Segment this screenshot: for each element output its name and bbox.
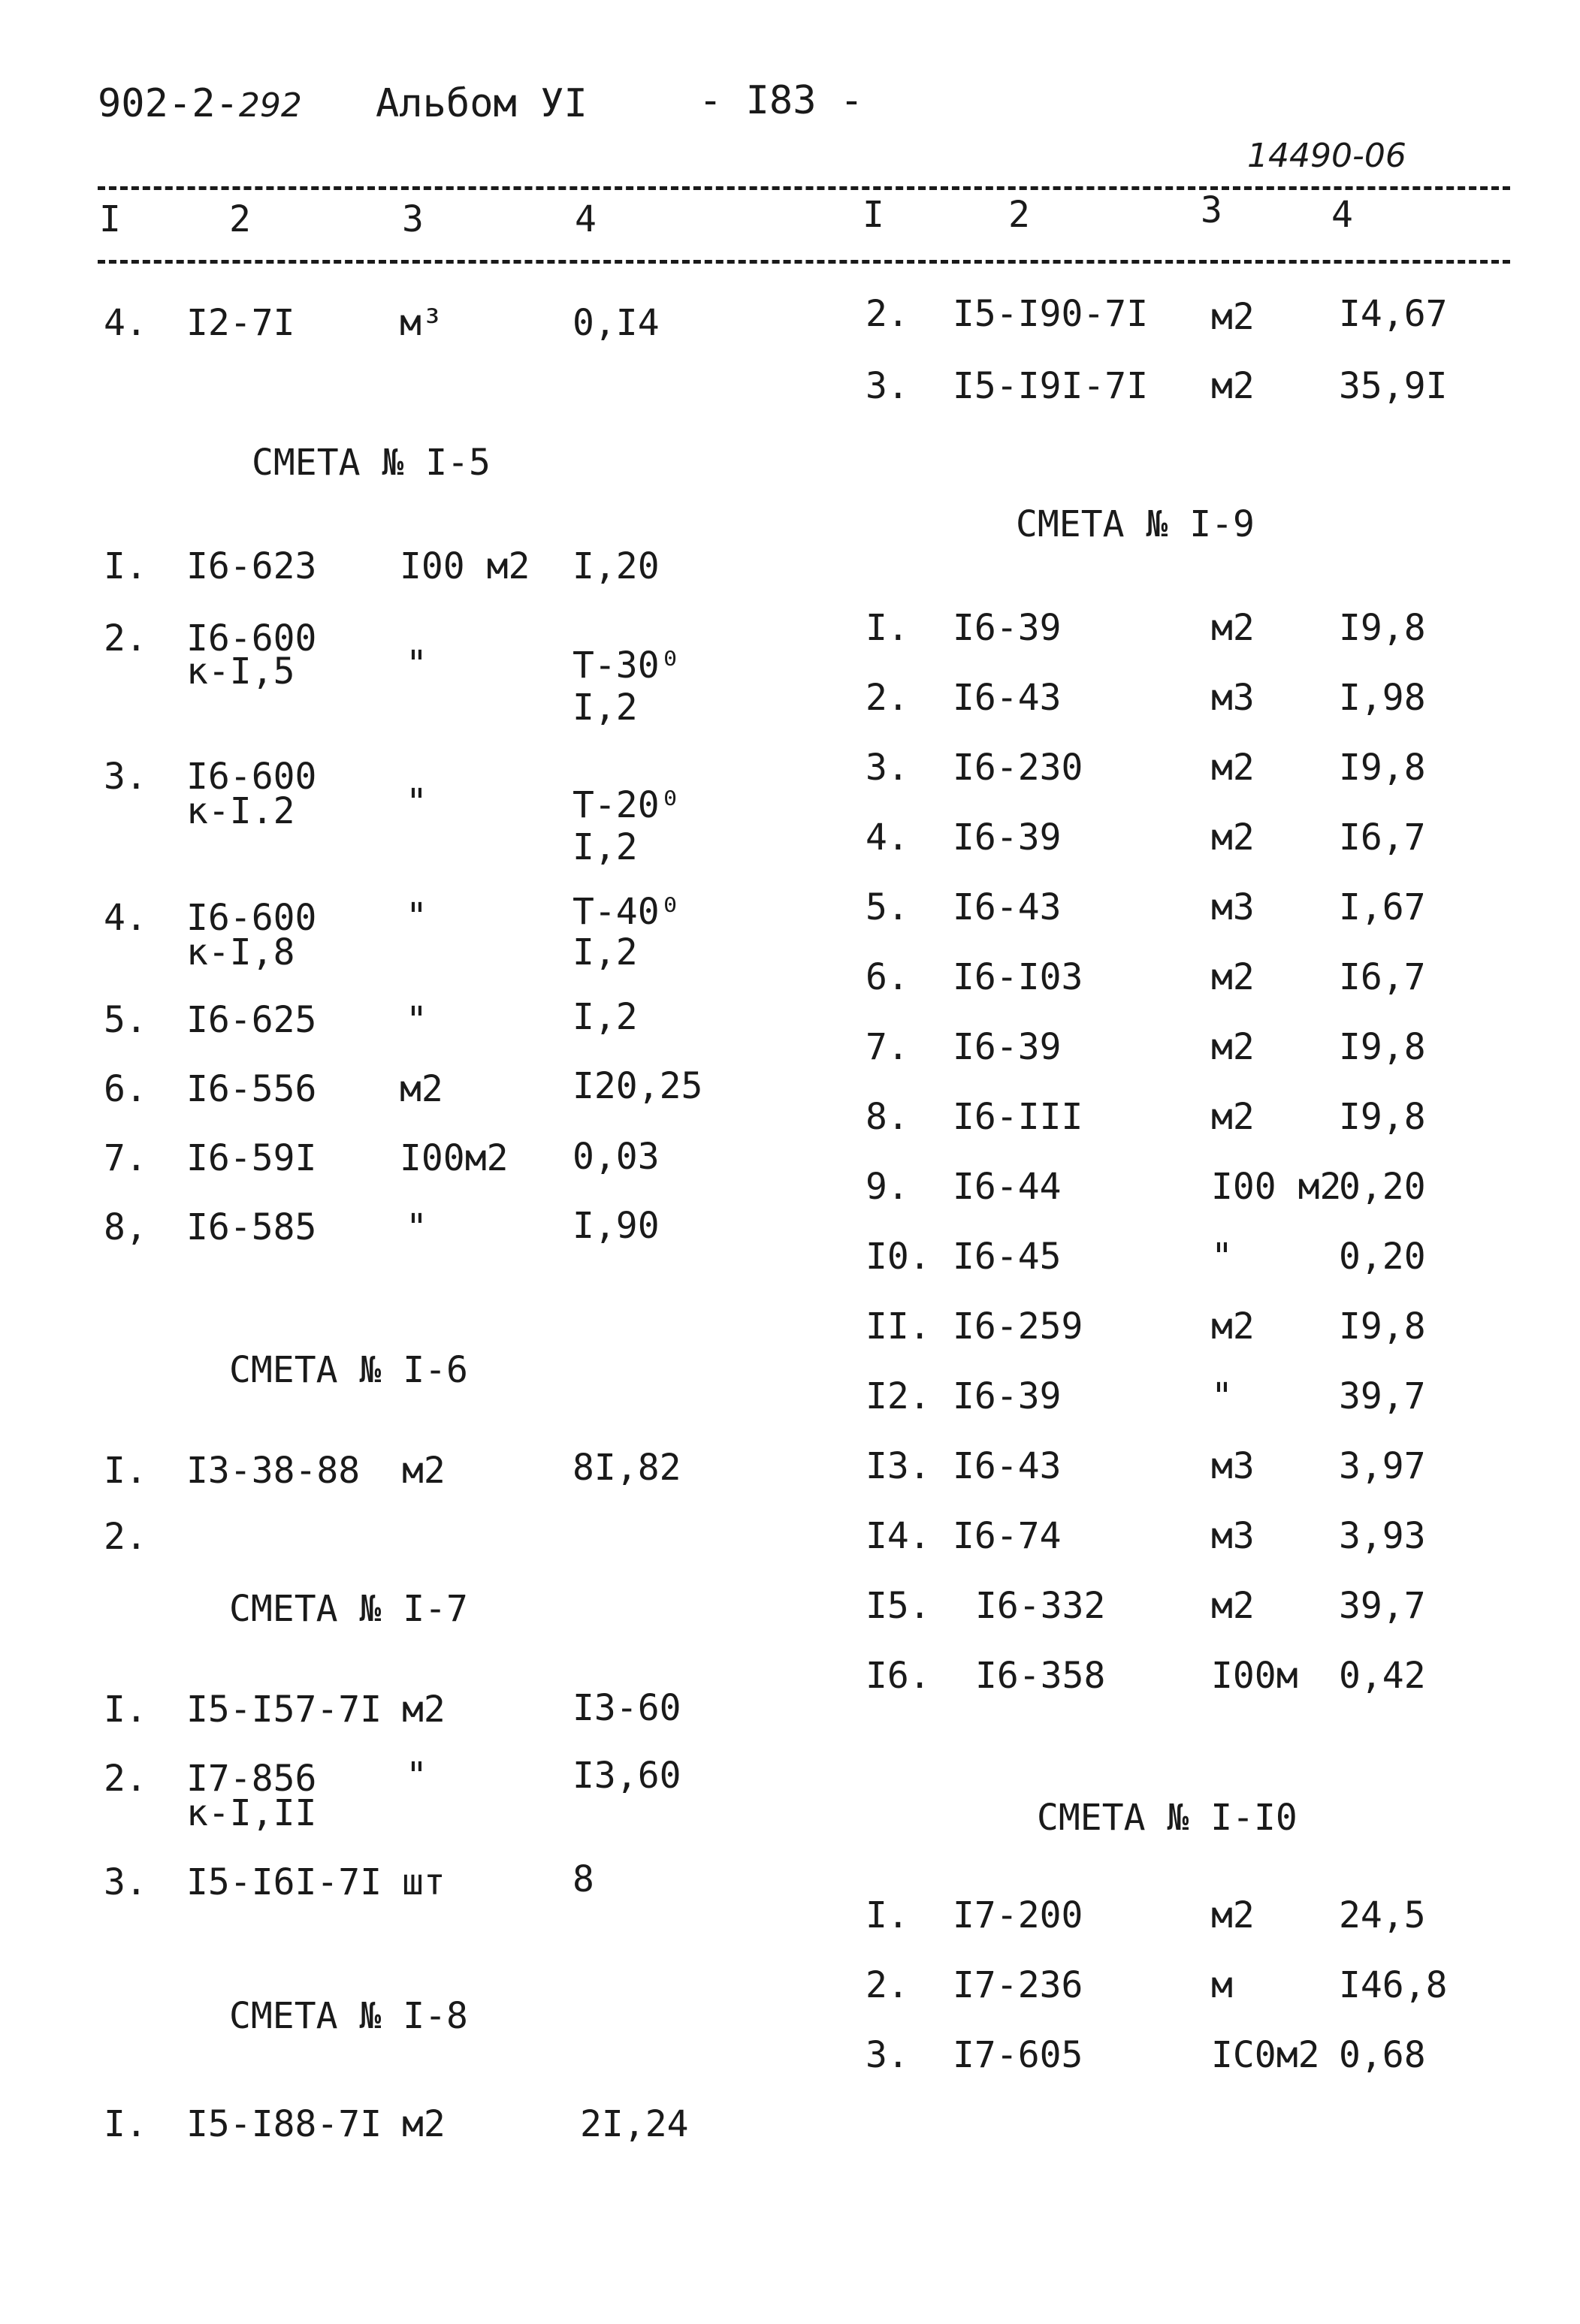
row-code-line2: к-I.2	[186, 790, 295, 832]
row-code: I6-39	[953, 1026, 1062, 1068]
row-value: I,20	[572, 545, 660, 587]
row-code: I6-623	[186, 545, 317, 587]
row-value: I9,8	[1339, 607, 1426, 649]
row-unit: м2	[1211, 365, 1255, 407]
row-value: I9,8	[1339, 747, 1426, 789]
row-value: I9,8	[1339, 1026, 1426, 1068]
row-code-line2: к-I,II	[186, 1792, 317, 1834]
document-number-prefix: 902-2-	[98, 81, 239, 126]
row-code: I5-I9I-7I	[953, 365, 1149, 407]
row-value: 8I,82	[572, 1447, 681, 1489]
row-code: I6-556	[186, 1068, 317, 1110]
row-code: I6-59I	[186, 1137, 317, 1179]
row-value: 3,93	[1339, 1515, 1426, 1557]
row-number: 2.	[866, 293, 909, 335]
row-number: 3.	[866, 365, 909, 407]
row-value: I20,25	[572, 1065, 703, 1107]
row-value: I9,8	[1339, 1096, 1426, 1138]
row-value: I46,8	[1339, 1964, 1448, 2006]
row-code: I6-600	[186, 897, 317, 939]
row-value: 0,20	[1339, 1236, 1426, 1278]
row-number: I5.	[866, 1585, 931, 1627]
row-code: I5-I90-7I	[953, 293, 1149, 335]
row-code: I6-43	[953, 1445, 1062, 1487]
row-code: I5-I88-7I	[186, 2103, 382, 2145]
row-value: Т-30⁰	[572, 644, 681, 687]
row-unit: I00м	[1211, 1655, 1298, 1697]
row-code: I6-39	[953, 1375, 1062, 1417]
row-unit: м2	[1211, 816, 1255, 859]
row-unit: м2	[1211, 1894, 1255, 1936]
row-unit: "	[406, 781, 427, 823]
row-number: 2.	[866, 677, 909, 719]
row-code: I3-38-88	[186, 1450, 361, 1492]
row-code: I6-45	[953, 1236, 1062, 1278]
row-value: I,98	[1339, 677, 1426, 719]
row-unit: "	[406, 895, 427, 937]
section-title-1-8: СМЕТА № I-8	[229, 1995, 468, 2037]
row-number: 8,	[104, 1206, 147, 1248]
row-value: Т-20⁰	[572, 784, 681, 826]
row-value: 2I,24	[580, 2103, 689, 2145]
row-unit: "	[406, 999, 427, 1041]
row-unit: м³	[400, 302, 443, 344]
row-value: 0,03	[572, 1136, 660, 1178]
row-unit: м2	[1211, 1585, 1255, 1627]
row-unit: м2	[402, 2103, 446, 2145]
row-number: 6.	[866, 956, 909, 998]
row-number: I0.	[866, 1236, 931, 1278]
row-code: I5-I6I-7I	[186, 1861, 382, 1903]
row-number: I.	[104, 1450, 147, 1492]
col-header-left-1: I	[99, 198, 121, 240]
row-code: I6-I03	[953, 956, 1083, 998]
row-code: I6-230	[953, 747, 1083, 789]
row-number: 3.	[866, 747, 909, 789]
row-code: I6-III	[953, 1096, 1083, 1138]
row-value: I,2	[572, 996, 638, 1038]
row-unit: м2	[1211, 296, 1255, 338]
row-value: 39,7	[1339, 1585, 1426, 1627]
row-code: I6-585	[186, 1206, 317, 1248]
row-unit: "	[1211, 1236, 1233, 1278]
row-value: I4,67	[1339, 293, 1448, 335]
row-code: I6-39	[953, 607, 1062, 649]
row-code: I6-43	[953, 677, 1062, 719]
archive-number: 14490-06	[1247, 137, 1406, 175]
row-code: I6-74	[953, 1515, 1062, 1557]
row-code: I7-605	[953, 2034, 1083, 2076]
row-number: 9.	[866, 1166, 909, 1208]
row-number: I2.	[866, 1375, 931, 1417]
row-number: 5.	[104, 999, 147, 1041]
document-number	[98, 81, 302, 126]
row-value: I6,7	[1339, 956, 1426, 998]
col-header-right-1: I	[863, 194, 884, 236]
row-number: 4.	[866, 816, 909, 859]
row-value: 39,7	[1339, 1375, 1426, 1417]
row-number: I.	[866, 1894, 909, 1936]
row-value: 0,I4	[572, 302, 660, 344]
row-unit: м2	[1211, 747, 1255, 789]
row-number: 3.	[104, 756, 147, 798]
row-value: 8	[572, 1858, 594, 1900]
row-number: 6.	[104, 1068, 147, 1110]
row-unit: м3	[1211, 1445, 1255, 1487]
row-number: I4.	[866, 1515, 931, 1557]
row-number: 2.	[104, 1758, 147, 1800]
row-number: I6.	[866, 1655, 931, 1697]
row-unit: "	[406, 643, 427, 685]
row-number: 2.	[104, 617, 147, 659]
row-code: I6-43	[953, 886, 1062, 928]
row-number: 8.	[866, 1096, 909, 1138]
row-unit: I00 м2	[1211, 1166, 1342, 1208]
row-number: I.	[104, 1689, 147, 1731]
row-value: Т-40⁰	[572, 891, 681, 933]
row-unit: м2	[1211, 1096, 1255, 1138]
col-header-right-2: 2	[1008, 194, 1030, 236]
row-number: 7.	[866, 1026, 909, 1068]
row-number: 3.	[866, 2034, 909, 2076]
col-header-right-3: 3	[1201, 189, 1222, 231]
row-value: 24,5	[1339, 1894, 1426, 1936]
row-number: 3.	[104, 1861, 147, 1903]
row-unit: м2	[1211, 1305, 1255, 1348]
row-value: I9,8	[1339, 1305, 1426, 1348]
col-header-right-4: 4	[1331, 194, 1353, 236]
row-unit: м2	[402, 1450, 446, 1492]
section-title-1-7: СМЕТА № I-7	[229, 1588, 468, 1630]
album-label: Альбом УI	[376, 81, 588, 126]
page-number: - I83 -	[699, 78, 864, 123]
row-code: I6-39	[953, 816, 1062, 859]
row-unit: м3	[1211, 1515, 1255, 1557]
section-title-1-9: СМЕТА № I-9	[1016, 503, 1255, 545]
row-unit: "	[406, 1755, 427, 1797]
row-number: 5.	[866, 886, 909, 928]
row-code: I6-259	[953, 1305, 1083, 1348]
row-code-line2: к-I,8	[186, 931, 295, 973]
row-number: I.	[104, 2103, 147, 2145]
row-unit: м2	[400, 1068, 443, 1110]
row-code: I2-7I	[186, 302, 295, 344]
row-code: I7-856	[186, 1758, 317, 1800]
row-value: I,90	[572, 1205, 660, 1247]
row-unit: I00м2	[400, 1137, 509, 1179]
row-unit: "	[406, 1206, 427, 1248]
header-bottom-rule	[98, 260, 1510, 264]
row-number: 2.	[104, 1516, 147, 1558]
row-unit: шт	[402, 1861, 446, 1903]
row-code: I6-358	[975, 1655, 1106, 1697]
row-code: I6-625	[186, 999, 317, 1041]
row-value: 35,9I	[1339, 365, 1448, 407]
row-unit: м	[1211, 1964, 1233, 2006]
row-code-line2: к-I,5	[186, 650, 295, 693]
row-number: 7.	[104, 1137, 147, 1179]
row-value-line2: I,2	[572, 826, 638, 868]
row-value: 0,20	[1339, 1166, 1426, 1208]
row-number: 4.	[104, 897, 147, 939]
col-header-left-4: 4	[575, 198, 597, 240]
row-value-line2: I,2	[572, 687, 638, 729]
row-value: I3-60	[572, 1687, 681, 1729]
row-number: 2.	[866, 1964, 909, 2006]
row-unit: IС0м2	[1211, 2034, 1320, 2076]
section-title-1-5: СМЕТА № I-5	[252, 442, 491, 484]
document-number-suffix: 292	[238, 86, 302, 125]
row-unit: I00 м2	[400, 545, 530, 587]
row-value: 3,97	[1339, 1445, 1426, 1487]
row-value-line2: I,2	[572, 931, 638, 973]
col-header-left-3: 3	[402, 198, 424, 240]
row-code: I5-I57-7I	[186, 1689, 382, 1731]
section-title-1-6: СМЕТА № I-6	[229, 1349, 468, 1391]
header-top-rule	[98, 186, 1510, 190]
row-number: I3.	[866, 1445, 931, 1487]
row-value: I3,60	[572, 1755, 681, 1797]
row-number: I.	[104, 545, 147, 587]
row-code: I6-332	[975, 1585, 1106, 1627]
row-unit: м2	[1211, 607, 1255, 649]
row-value: 0,68	[1339, 2034, 1426, 2076]
section-title-1-10: СМЕТА № I-I0	[1037, 1797, 1298, 1839]
row-unit: "	[1211, 1375, 1233, 1417]
row-value: I6,7	[1339, 816, 1426, 859]
row-code: I7-200	[953, 1894, 1083, 1936]
row-unit: м2	[402, 1689, 446, 1731]
row-value: I,67	[1339, 886, 1426, 928]
row-unit: м2	[1211, 956, 1255, 998]
row-unit: м3	[1211, 677, 1255, 719]
row-value: 0,42	[1339, 1655, 1426, 1697]
row-number: I.	[866, 607, 909, 649]
row-code: I6-600	[186, 756, 317, 798]
row-unit: м3	[1211, 886, 1255, 928]
row-code: I6-600	[186, 617, 317, 659]
row-code: I7-236	[953, 1964, 1083, 2006]
col-header-left-2: 2	[229, 198, 251, 240]
row-number: 4.	[104, 302, 147, 344]
row-number: II.	[866, 1305, 931, 1348]
row-code: I6-44	[953, 1166, 1062, 1208]
row-unit: м2	[1211, 1026, 1255, 1068]
